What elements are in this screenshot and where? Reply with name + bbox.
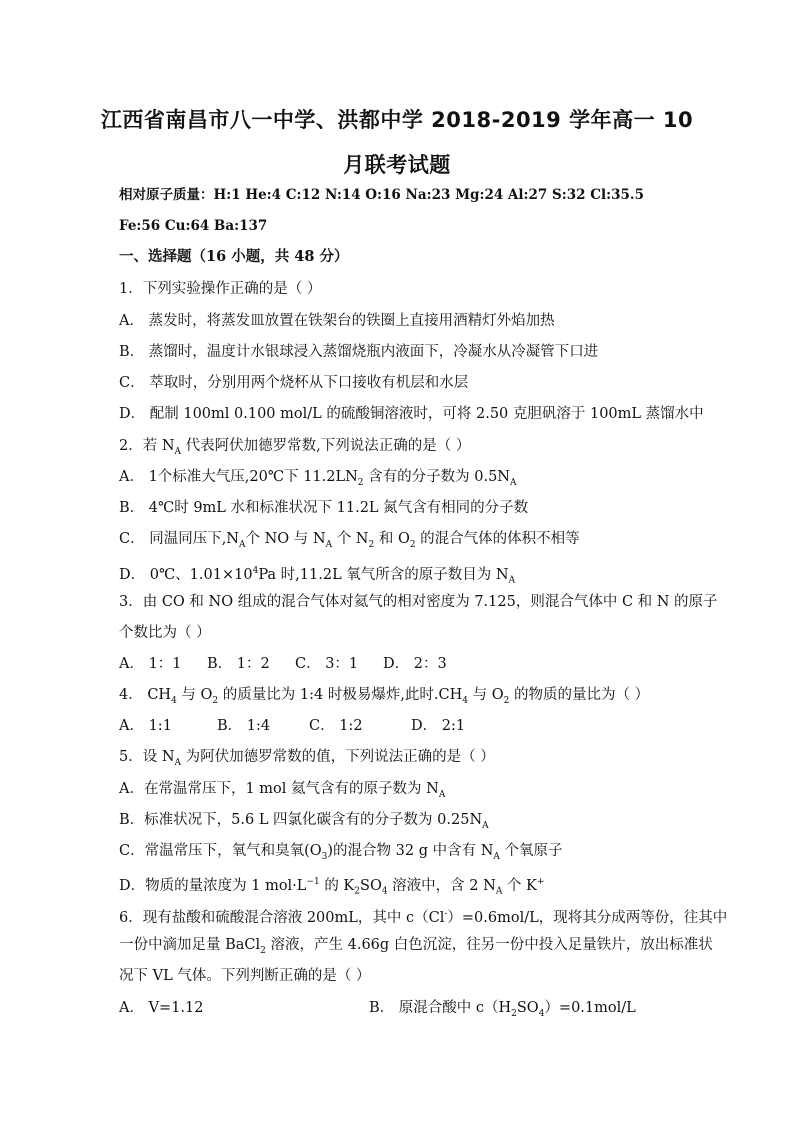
question-3-options [119, 654, 447, 674]
question-1-option-d: D． 配制 100ml 0.100 mol/L 的硫酸铜溶液时，可将 2.50 克胆矾溶于 100mL 蒸馏水中 [119, 406, 704, 422]
question-1-option-a: A． 蒸发时，将蒸发皿放置在铁架台的铁圈上直接用酒精灯外焰加热 [119, 313, 555, 329]
question-6-stem-line1: 6．现有盐酸和硫酸混合溶液 200mL，其中 c（Cl-）=0.6mol/L，现将其分成两等份，往其中 [119, 909, 728, 926]
question-3-stem-line1: 3．由 CO 和 NO 组成的混合气体对氦气的相对密度为 7.125，则混合气体中 C 和 N 的原子 [119, 594, 718, 610]
question-1-stem: 1．下列实验操作正确的是（ ） [119, 281, 322, 297]
question-4-option-b: B． 1:4 [217, 718, 271, 734]
atomic-masses-line1: 相对原子质量：H:1 He:4 C:12 N:14 O:16 Na:23 Mg:24 Al:27 S:32 Cl:35.5 [119, 187, 644, 203]
section-header: 一、选择题（16 小题，共 48 分） [119, 248, 349, 265]
question-3-option-d: D． 2：3 [383, 656, 447, 672]
question-4-stem: 4． $CH_4$ 与 $O_2$ 的质量比为 1:4 时极易爆炸,此时$.CH_4$ 与 $O_2$ 的物质的量比为（ ） [119, 687, 650, 706]
page-title-line2: 月联考试题 [343, 153, 451, 177]
question-5-option-b: B．标准状况下，5.6 L 四氯化碳含有的分子数为 $0.25N_A$ [119, 812, 489, 831]
question-6-stem-line3: 况下 VL 气体。下列判断正确的是（ ） [119, 968, 371, 984]
atomic-masses-line2: Fe:56 Cu:64 Ba:137 [119, 218, 268, 234]
question-2-option-c: C． 同温同压下$,N_A$个 NO 与 $N_A$ 个 $N_2$ 和 $O_2$ 的混合气体的体积不相等 [119, 531, 580, 550]
question-4-option-c: C． 1:2 [309, 718, 363, 734]
question-3-option-b: B． 1：2 [207, 656, 270, 672]
question-2-stem: 2．若 $N_A$ 代表阿伏加德罗常数,下列说法正确的是（ ） [119, 438, 471, 457]
question-6-stem-line2: 一份中滴加足量 BaCl$_2$ 溶液，产生 4.66g 白色沉淀，往另一份中投入足量铁片，放出标准状 [119, 937, 713, 956]
question-5-option-a: A．在常温常压下，1 mol 氦气含有的原子数为 $N_A$ [119, 781, 446, 800]
question-1-option-b: B． 蒸馏时，温度计水银球浸入蒸馏烧瓶内液面下，冷凝水从冷凝管下口进 [119, 344, 599, 360]
question-3-option-c: C． 3：1 [295, 656, 359, 672]
question-5-option-c: C．常温常压下，氧气和臭氧$(O_3)$的混合物 32 g 中含有 $N_A$ 个氧原子 [119, 843, 563, 862]
question-5-stem: 5．设 $N_A$ 为阿伏加德罗常数的值，下列说法正确的是（ ） [119, 749, 495, 768]
question-3-stem-line2: 个数比为（ ） [119, 625, 211, 641]
page-title-line1: 江西省南昌市八一中学、洪都中学 2018-2019 学年高一 10 [100, 108, 694, 132]
question-3-option-a: A． 1：1 [119, 656, 182, 672]
question-2-option-b: B． 4℃时 9mL 水和标准状况下 11.2L 氮气含有相同的分子数 [119, 500, 529, 516]
question-4-option-a: A． 1:1 [119, 718, 172, 734]
question-1-option-c: C． 萃取时，分别用两个烧杯从下口接收有机层和水层 [119, 375, 469, 391]
question-6-option-a: A． V=1.12 [119, 1000, 204, 1016]
question-6-options [119, 998, 636, 1024]
question-4-option-d: D． 2:1 [411, 718, 466, 734]
question-4-options [119, 716, 465, 736]
question-2-option-d: D． 0℃、$1.01\times 10^4Pa$ 时,11.2L 氧气所含的原子数目为 $N_A$ [119, 566, 516, 586]
question-2-option-a: A． 1个标准大气压,20℃下 $11.2LN_2$ 含有的分子数为 $0.5N_A$ [119, 469, 517, 488]
question-6-option-b: B． 原混合酸中 $c(H_2SO_4)=0.1mol/L$ [369, 1000, 636, 1019]
question-5-option-d: D．物质的量浓度为 1 $mol\cdot L^{-1}$ 的 $K_2SO_4$ 溶液中，含 2 $N_A$ 个 K+ [119, 877, 545, 897]
